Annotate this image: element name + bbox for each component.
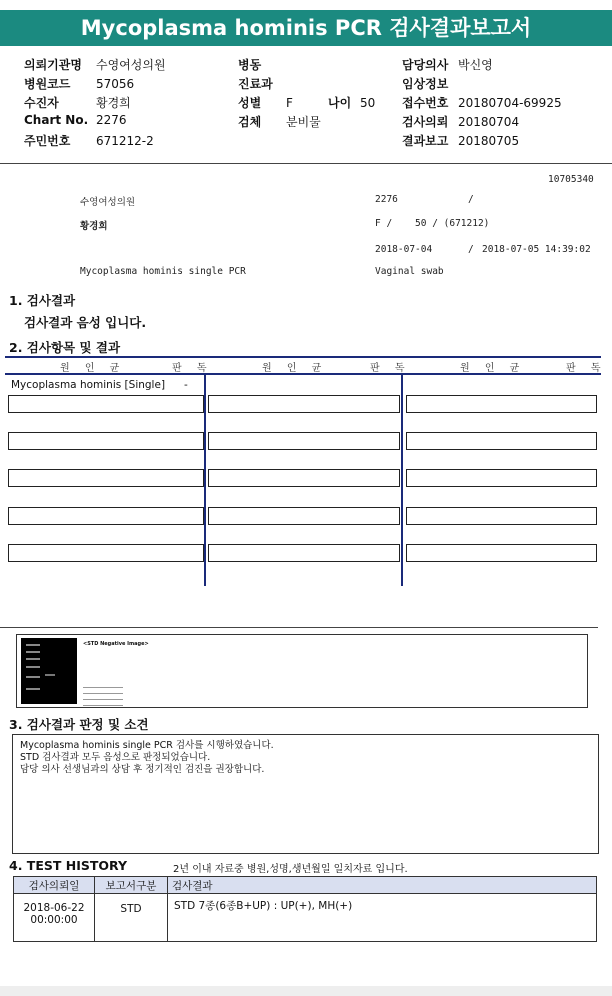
- header-row: 성별 F 나이 50: [238, 96, 376, 110]
- result-box: [406, 469, 597, 487]
- header-row: 병원코드 57056: [24, 77, 135, 91]
- history-result: STD 7종(6종B+UP) : UP(+), MH(+): [168, 894, 597, 942]
- gel-band: [26, 644, 40, 646]
- header-col3: [402, 56, 607, 151]
- header-row: Chart No. 2276: [24, 113, 127, 127]
- result-box: [208, 395, 400, 413]
- date-received: 2018-07-04: [375, 244, 433, 255]
- result-box: [208, 432, 400, 450]
- table-divider-1: [204, 373, 206, 586]
- history-col-result: 검사결과: [168, 877, 597, 894]
- section4-heading: 4. TEST HISTORY: [9, 858, 128, 873]
- result-box: [406, 544, 597, 562]
- report-code: 10705340: [548, 174, 594, 185]
- result-box: [8, 395, 204, 413]
- result-box: [406, 395, 597, 413]
- header-row: 접수번호 20180704-69925: [402, 96, 562, 110]
- result-box: [8, 507, 204, 525]
- first-item-label: Mycoplasma hominis [Single]: [11, 379, 166, 391]
- table-row: [14, 894, 597, 942]
- gel-band: [26, 651, 40, 653]
- first-item-value: -: [184, 379, 188, 391]
- date-reported: 2018-07-05 14:39:02: [482, 244, 591, 255]
- history-date: 2018-06-22: [23, 902, 85, 914]
- findings-box: [12, 734, 599, 854]
- header-row: 주민번호 671212-2: [24, 134, 154, 148]
- col-pathogen-1: 원 인 균: [60, 363, 126, 374]
- gel-image: [21, 638, 77, 704]
- result-box: [406, 432, 597, 450]
- history-col-type: 보고서구분: [95, 877, 168, 894]
- gel-band: [26, 676, 40, 678]
- chart-number: 2276: [375, 194, 398, 205]
- result-summary: 검사결과 음성 입니다.: [24, 315, 147, 330]
- col-judgement-2: 판 독: [370, 363, 411, 374]
- header-row: 결과보고 20180705: [402, 134, 520, 148]
- history-header-row: [14, 877, 597, 894]
- finding-line: STD 검사결과 모두 음성으로 판정되었습니다.: [20, 752, 211, 763]
- gel-image-panel: [16, 634, 588, 708]
- history-note: 2년 이내 자료중 병원,성명,생년월일 일치자료 입니다.: [173, 864, 408, 875]
- gel-band: [26, 658, 40, 660]
- finding-line: 담당 의사 선생님과의 상담 후 정기적인 검진을 권장합니다.: [20, 764, 265, 775]
- history-time: 00:00:00: [30, 914, 78, 926]
- col-judgement-3: 판 독: [566, 363, 607, 374]
- result-box: [406, 507, 597, 525]
- result-box: [8, 432, 204, 450]
- date-sep: /: [468, 244, 474, 255]
- gel-band: [26, 666, 40, 668]
- clinic-name: 수영여성의원: [80, 197, 136, 208]
- col-judgement-1: 판 독: [172, 363, 213, 374]
- header-divider: [0, 163, 612, 164]
- results-table-top: [5, 356, 601, 358]
- result-box: [208, 469, 400, 487]
- header-row: 병동: [238, 58, 262, 72]
- result-box: [8, 544, 204, 562]
- result-box: [208, 544, 400, 562]
- section3-heading: 3. 검사결과 판정 및 소견: [9, 717, 149, 732]
- result-box: [8, 469, 204, 487]
- header-row: 검사의뢰 20180704: [402, 115, 520, 129]
- gel-band: [26, 688, 40, 690]
- history-col-date: 검사의뢰일: [14, 877, 95, 894]
- specimen: Vaginal swab: [375, 266, 444, 277]
- col-pathogen-3: 원 인 균: [460, 363, 526, 374]
- col-pathogen-2: 원 인 균: [262, 363, 328, 374]
- section1-heading: 1. 검사결과: [9, 293, 76, 308]
- header-col1: [24, 56, 224, 151]
- gel-legend: [83, 687, 123, 709]
- chart-slash: /: [468, 194, 474, 205]
- report-title: Mycoplasma hominis PCR 검사결과보고서: [0, 10, 612, 46]
- history-table: [13, 876, 597, 942]
- result-box: [208, 507, 400, 525]
- table-divider-2: [401, 373, 403, 586]
- page-footer-band: [0, 986, 612, 996]
- history-date-cell: [14, 894, 95, 942]
- gel-band: [45, 674, 55, 676]
- header-row: 의뢰기관명 수영여성의원: [24, 58, 166, 72]
- test-name: Mycoplasma hominis single PCR: [80, 266, 246, 277]
- sex-age: F / 50 / (671212): [375, 218, 490, 229]
- header-col2: [238, 56, 388, 132]
- header-row: 담당의사 박신영: [402, 58, 493, 72]
- header-row: 수진자 황경희: [24, 96, 131, 110]
- finding-line: Mycoplasma hominis single PCR 검사를 시행하였습니다.: [20, 740, 274, 751]
- header-row: 검체 분비물: [238, 115, 321, 129]
- gel-caption: <STD Negative Image>: [83, 641, 149, 647]
- section-divider: [0, 627, 598, 628]
- header-row: 진료과: [238, 77, 273, 91]
- patient-name: 황경희: [80, 221, 108, 232]
- history-type: STD: [95, 894, 168, 942]
- section2-heading: 2. 검사항목 및 결과: [9, 340, 121, 355]
- header-row: 임상정보: [402, 77, 449, 91]
